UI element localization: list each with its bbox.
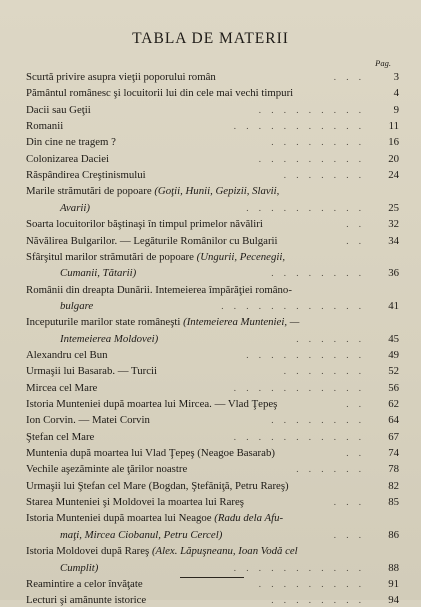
toc-leader-dots: . . . . . . . . . . . <box>233 121 365 132</box>
toc-entry-title: Inceputurile marilor state româneşti (Intemeierea Munteniei, — <box>26 316 300 329</box>
toc-page-number: 67 <box>388 430 399 443</box>
toc-leader-dots: . . . . . . . . . . . <box>233 382 365 393</box>
toc-entry-title: Marile strămutări de popoare (Goţii, Hunii, Gepizii, Slavii, <box>26 185 280 198</box>
toc-page-number: 88 <box>388 561 399 574</box>
toc-entry-title: Romanii <box>26 120 64 133</box>
toc-entry-italic: (Alex. Lăpuşneanu, Ioan Vodă cel <box>149 545 298 558</box>
toc-entry-title: Răspândirea Creştinismului <box>26 169 146 182</box>
toc-entry-title: Istoria Munteniei după moartea lui Mircea. — Vlad Ţepeş <box>26 398 278 410</box>
toc-page-number: 86 <box>388 528 399 541</box>
toc-leader-dots: . . . . . . . . <box>271 268 365 279</box>
bottom-rule <box>180 577 244 578</box>
toc-page-number: 32 <box>388 218 399 231</box>
toc-page-number: 4 <box>393 87 399 100</box>
toc-entry-title: Lecturi şi amănunte istorice <box>26 594 147 607</box>
toc-page-number: 20 <box>388 152 399 165</box>
toc-entry-italic: (Intemeierea Munteniei, — <box>180 316 300 329</box>
toc-page-number: 34 <box>388 234 399 247</box>
toc-page-number: 3 <box>393 71 399 83</box>
toc-entry-continuation: Avarii) <box>60 201 90 214</box>
toc-page-number: 85 <box>388 496 399 509</box>
toc-page-number: 62 <box>388 398 399 410</box>
toc-entry-title: Năvălirea Bulgarilor. — Legăturile Românilor cu Bulgarii <box>26 234 278 247</box>
toc-leader-dots: . . . . . . . . . . . . <box>221 300 365 311</box>
toc-leader-dots: . . . <box>333 72 365 82</box>
table-of-contents <box>0 71 421 607</box>
toc-page-number: 56 <box>388 381 399 394</box>
toc-page-number: 24 <box>388 169 399 182</box>
toc-leader-dots: . . . <box>333 529 365 540</box>
toc-page-number: 82 <box>388 479 399 492</box>
page-title: TABLA DE MATERII <box>132 30 289 47</box>
toc-entry-title: Vechile aşezăminte ale ţărilor noastre <box>26 463 188 476</box>
toc-entry-title: Românii din dreapta Dunării. Intemeierea împărăţiei româno- <box>26 283 292 296</box>
toc-page-number: 9 <box>393 103 399 116</box>
toc-page-number: 91 <box>388 577 399 590</box>
toc-entry-title: Pământul românesc şi locuitorii lui din cele mai vechi timpuri <box>26 87 294 100</box>
toc-entry-title: Scurtă privire asupra vieţii poporului român <box>26 71 216 83</box>
toc-entry-italic: (Radu dela Afu- <box>211 512 284 525</box>
toc-entry-title: Colonizarea Daciei <box>26 152 110 165</box>
toc-entry-title: Istoria Moldovei după Rareş (Alex. Lăpuşneanu, Ioan Vodă cel <box>26 545 298 558</box>
toc-leader-dots: . . . . . . . . <box>271 137 365 148</box>
toc-entry-continuation: Intemeierea Moldovei) <box>60 332 159 345</box>
toc-page-number: 74 <box>388 447 399 460</box>
toc-entry-continuation: maţi, Mircea Ciobanul, Petru Cercel) <box>60 528 223 541</box>
toc-leader-dots: . . . . . . . . <box>271 415 365 426</box>
toc-entry-title: Soarta locuitorilor băştinaşi în timpul primelor năvăliri <box>26 218 263 231</box>
toc-leader-dots: . . . . . . . . . <box>258 153 365 164</box>
toc-entry-italic: (Ungurii, Pecenegii, <box>193 250 286 263</box>
toc-page-number: 16 <box>388 136 399 149</box>
toc-entry-title: Sfârşitul marilor strămutări de popoare (Ungurii, Pecenegii, <box>26 250 286 263</box>
toc-entry-title: Din cine ne tragem ? <box>26 136 116 149</box>
toc-page-number: 41 <box>388 299 399 312</box>
toc-page-number: 78 <box>388 463 399 476</box>
toc-leader-dots: . . . . . . <box>296 333 365 344</box>
toc-leader-dots: . . <box>346 219 365 230</box>
toc-leader-dots: . . . . . . . . . <box>258 578 365 589</box>
toc-entry-title: Starea Munteniei şi Moldovei la moartea lui Rareş <box>26 496 244 509</box>
toc-leader-dots: . . . . . . . . <box>271 595 365 606</box>
toc-entry-title: Alexandru cel Bun <box>26 348 108 361</box>
toc-leader-dots: . . . <box>333 497 365 508</box>
toc-page-number: 45 <box>388 332 399 345</box>
toc-leader-dots: . . <box>346 448 365 459</box>
toc-leader-dots: . . . . . . . . . <box>258 104 365 115</box>
toc-entry-title: Muntenia după moartea lui Vlad Ţepeş (Neagoe Basarab) <box>26 447 275 460</box>
toc-page-number: 11 <box>388 120 399 133</box>
toc-page-number: 52 <box>388 365 399 378</box>
toc-leader-dots: . . <box>346 399 365 409</box>
toc-entry-title: Ştefan cel Mare <box>26 430 95 443</box>
toc-leader-dots: . . . . . . <box>296 464 365 475</box>
toc-entry-continuation: Cumanii, Tătarii) <box>60 267 137 280</box>
toc-page-number: 25 <box>388 201 399 214</box>
toc-page-number: 36 <box>388 267 399 280</box>
toc-entry-continuation: Cumplit) <box>60 561 99 574</box>
toc-entry-title: Urmaşii lui Ştefan cel Mare (Bogdan, Ştefăniţă, Petru Rareş) <box>26 479 289 492</box>
toc-entry-title: Mircea cel Mare <box>26 381 98 394</box>
toc-leader-dots: . . . . . . . <box>283 170 365 181</box>
toc-leader-dots: . . . . . . . . . . . <box>233 562 365 573</box>
toc-entry-title: Urmaşii lui Basarab. — Turcii <box>26 365 158 378</box>
toc-entry-continuation: bulgare <box>60 299 94 312</box>
toc-leader-dots: . . . . . . . <box>283 366 365 377</box>
toc-leader-dots: . . . . . . . . . . <box>246 349 365 360</box>
toc-leader-dots: . . <box>346 235 365 246</box>
toc-leader-dots: . . . . . . . . . . <box>246 202 365 213</box>
toc-entry-italic: (Goţii, Hunii, Gepizii, Slavii, <box>151 185 280 198</box>
toc-entry-title: Dacii sau Geţii <box>26 103 91 116</box>
toc-leader-dots: . . . . . . . . . . . <box>233 431 365 442</box>
toc-entry-title: Reamintire a celor învăţate <box>26 577 143 590</box>
toc-page-number: 64 <box>388 414 399 427</box>
toc-page-number: 49 <box>388 348 399 361</box>
toc-entry-title: Istoria Munteniei după moartea lui Neagoe (Radu dela Afu- <box>26 512 284 525</box>
page-column-label: Pag. <box>375 58 391 68</box>
toc-entry-title: Ion Corvin. — Matei Corvin <box>26 414 150 427</box>
toc-page-number: 94 <box>388 594 399 607</box>
